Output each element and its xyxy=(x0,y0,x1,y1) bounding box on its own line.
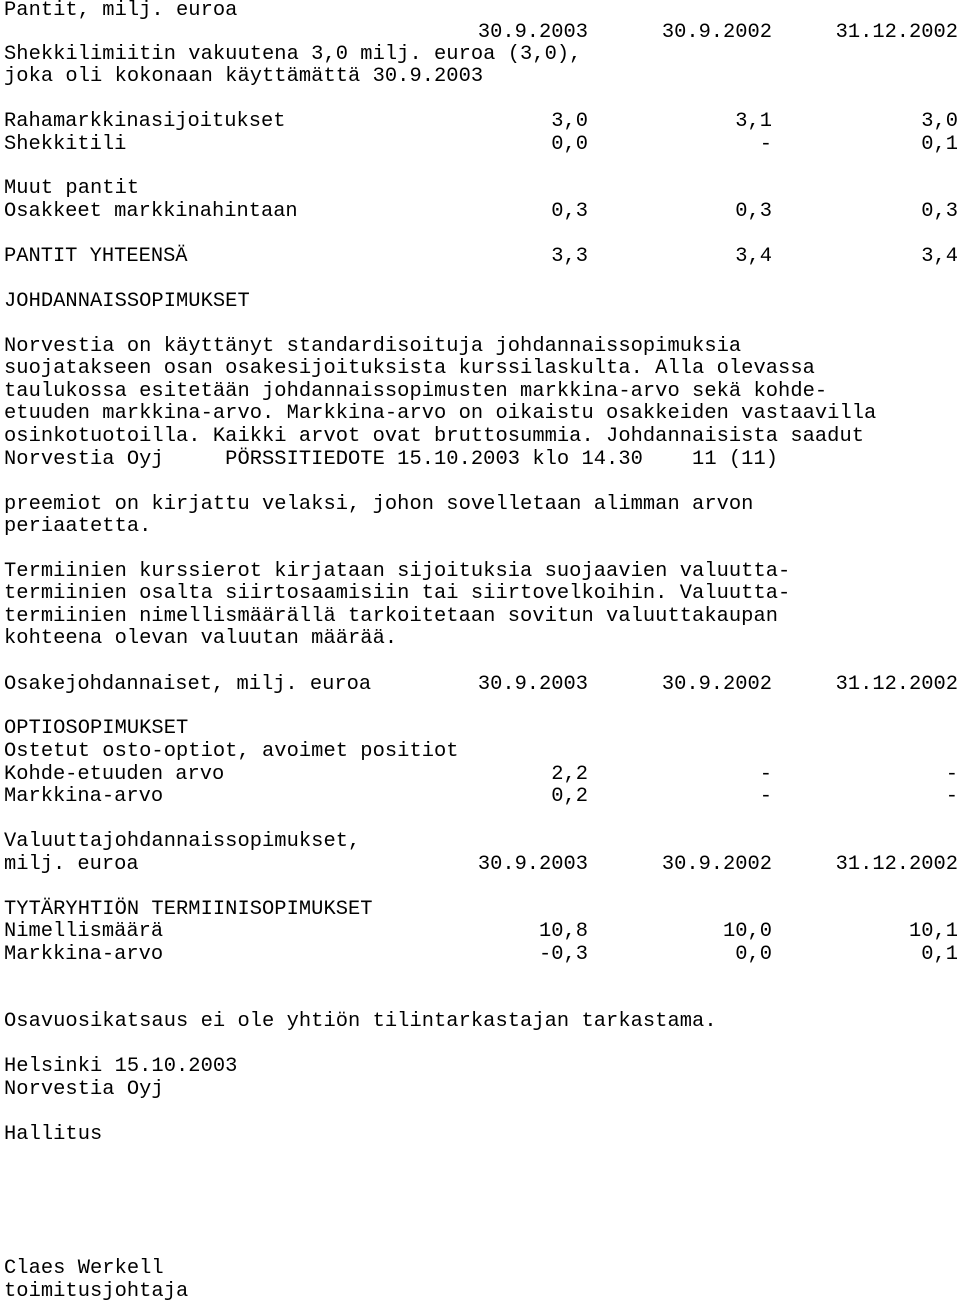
paragraph-line: osinkotuotoilla. Kaikki arvot ovat bruttosummia. Johdannaisista saadut xyxy=(4,425,865,448)
paragraph-line: taulukossa esitetään johdannaissopimusten markkina-arvo sekä kohde- xyxy=(4,380,828,403)
row-value-2: 0,3 xyxy=(735,200,772,223)
row-value-2: 0,0 xyxy=(735,943,772,966)
table-row xyxy=(4,786,958,808)
board-label: Hallitus xyxy=(4,1123,103,1146)
currency-heading-line-2: milj. euroa xyxy=(4,853,139,876)
table-row xyxy=(4,944,958,966)
date-col-1: 30.9.2003 xyxy=(477,853,588,876)
page-header: Norvestia Oyj PÖRSSITIEDOTE 15.10.2003 klo 14.30 11 (11) xyxy=(4,448,779,471)
document-page xyxy=(4,0,960,1304)
paragraph-line: Norvestia on käyttänyt standardisoituja johdannaissopimuksia xyxy=(4,335,742,358)
date-col-3: 31.12.2002 xyxy=(835,853,958,876)
row-value-1: 2,2 xyxy=(551,763,588,786)
signer-name: Claes Werkell xyxy=(4,1257,164,1280)
place-date: Helsinki 15.10.2003 xyxy=(4,1055,238,1078)
paragraph-line: etuuden markkina-arvo. Markkina-arvo on oikaistu osakkeiden vastaavilla xyxy=(4,402,877,425)
pledges-note-line-2: joka oli kokonaan käyttämättä 30.9.2003 xyxy=(4,65,484,88)
company-name: Norvestia Oyj xyxy=(4,1078,164,1101)
paragraph-line: preemiot on kirjattu velaksi, johon sovelletaan alimman arvon xyxy=(4,493,754,516)
row-value-3: 0,1 xyxy=(921,133,958,156)
row-value-2: 3,1 xyxy=(735,110,772,133)
table-row xyxy=(4,201,958,223)
row-label: Nimellismäärä xyxy=(4,920,164,943)
audit-note: Osavuosikatsaus ei ole yhtiön tilintarkastajan tarkastama. xyxy=(4,1010,717,1033)
total-value-1: 3,3 xyxy=(551,245,588,268)
row-value-1: 0,0 xyxy=(551,133,588,156)
row-value-1: 10,8 xyxy=(539,920,588,943)
options-subheading: Ostetut osto-optiot, avoimet positiot xyxy=(4,740,459,763)
table-row xyxy=(4,111,958,133)
total-label: PANTIT YHTEENSÄ xyxy=(4,245,188,268)
row-value-1: -0,3 xyxy=(539,943,588,966)
derivatives-heading: JOHDANNAISSOPIMUKSET xyxy=(4,290,250,313)
pledges-date-header xyxy=(4,22,958,44)
currency-derivatives-header xyxy=(4,854,958,876)
row-value-2: - xyxy=(759,785,772,808)
other-pledges-heading: Muut pantit xyxy=(4,177,140,200)
row-value-3: - xyxy=(945,785,958,808)
row-label: Rahamarkkinasijoitukset xyxy=(4,110,286,133)
paragraph-line: kohteena olevan valuutan määrää. xyxy=(4,627,398,650)
row-label: Markkina-arvo xyxy=(4,943,164,966)
row-value-2: 10,0 xyxy=(723,920,772,943)
equity-derivatives-header xyxy=(4,674,958,696)
paragraph-line: Termiinien kurssierot kirjataan sijoituksia suojaavien valuutta- xyxy=(4,560,791,583)
pledges-note-line-1: Shekkilimiitin vakuutena 3,0 milj. euroa (3,0), xyxy=(4,43,582,66)
row-value-2: - xyxy=(759,133,772,156)
table-row xyxy=(4,134,958,156)
paragraph-line: termiinien nimellismäärällä tarkoitetaan sovitun valuuttakaupan xyxy=(4,605,779,628)
date-col-3: 31.12.2002 xyxy=(835,673,958,696)
pledges-total-row xyxy=(4,246,958,268)
signer-title: toimitusjohtaja xyxy=(4,1280,189,1303)
row-value-1: 3,0 xyxy=(551,110,588,133)
paragraph-line: periaatetta. xyxy=(4,515,152,538)
row-value-3: 0,3 xyxy=(921,200,958,223)
row-value-3: 10,1 xyxy=(909,920,958,943)
date-col-2: 30.9.2002 xyxy=(661,853,772,876)
paragraph-line: suojatakseen osan osakesijoituksista kurssilaskulta. Alla olevassa xyxy=(4,357,815,380)
equity-heading: Osakejohdannaiset, milj. euroa xyxy=(4,673,372,696)
row-label: Shekkitili xyxy=(4,133,127,156)
row-value-3: 3,0 xyxy=(921,110,958,133)
forwards-heading: TYTÄRYHTIÖN TERMIINISOPIMUKSET xyxy=(4,898,373,921)
row-label: Markkina-arvo xyxy=(4,785,164,808)
row-value-2: - xyxy=(759,763,772,786)
row-value-1: 0,3 xyxy=(551,200,588,223)
date-col-2: 30.9.2002 xyxy=(661,673,772,696)
total-value-2: 3,4 xyxy=(735,245,772,268)
paragraph-line: termiinien osalta siirtosaamisiin tai siirtovelkoihin. Valuutta- xyxy=(4,582,791,605)
row-value-1: 0,2 xyxy=(551,785,588,808)
table-row xyxy=(4,764,958,786)
row-label: Osakkeet markkinahintaan xyxy=(4,200,298,223)
date-col-3: 31.12.2002 xyxy=(835,21,958,44)
table-row xyxy=(4,921,958,943)
date-col-1: 30.9.2003 xyxy=(477,673,588,696)
row-label: Kohde-etuuden arvo xyxy=(4,763,225,786)
row-value-3: - xyxy=(945,763,958,786)
currency-heading-line-1: Valuuttajohdannaissopimukset, xyxy=(4,830,361,853)
date-col-1: 30.9.2003 xyxy=(477,21,588,44)
options-heading: OPTIOSOPIMUKSET xyxy=(4,717,189,740)
pledges-heading: Pantit, milj. euroa xyxy=(4,0,238,22)
row-value-3: 0,1 xyxy=(921,943,958,966)
total-value-3: 3,4 xyxy=(921,245,958,268)
date-col-2: 30.9.2002 xyxy=(661,21,772,44)
